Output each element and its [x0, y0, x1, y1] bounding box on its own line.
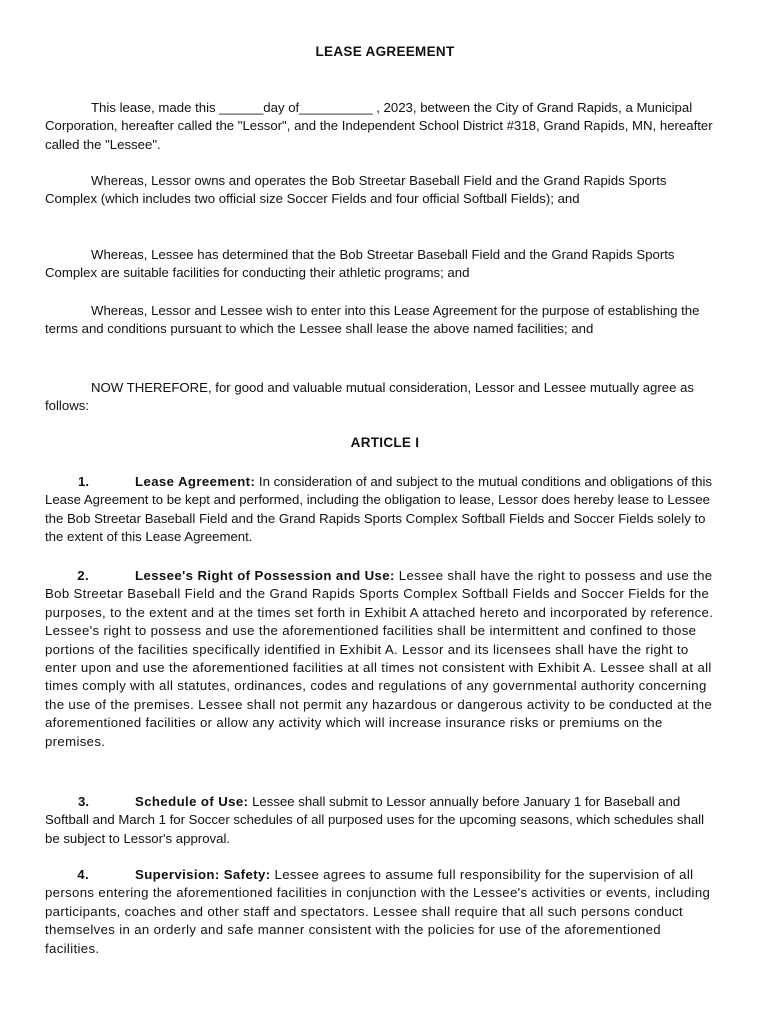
section-4	[45, 866, 717, 958]
whereas-paragraph-1	[45, 172, 717, 209]
whereas-text-2: Whereas, Lessee has determined that the Bob Streetar Baseball Field and the Grand Rapids Sports Complex are suitable facilities for conducting their athletic programs; and	[45, 247, 675, 281]
whereas-paragraph-2	[45, 246, 717, 283]
section-3-text: Lessee shall submit to Lessor annually before January 1 for Baseball and Softball and March 1 for Soccer schedules of all purposed uses for the upcoming seasons, which schedules shall be subject to Lessor's approval.	[45, 794, 705, 846]
section-1-number: 1.	[78, 474, 89, 489]
section-2-heading: Lessee's Right of Possession and Use:	[135, 568, 395, 583]
section-2-text: Lessee shall have the right to possess and use the Bob Streetar Baseball Field and the Grand Rapids Sports Complex Softball Fields and Soccer Fields for the purposes, to the extent and at the times set forth in Exhibit A attached hereto and incorporated by reference. Lessee's right to possess and use the aforementioned facilities shall be intermittent and confined to those portions of the facilities specifically identified in Exhibit A. Lessor and its licensees shall have the right to enter upon and use the aforementioned facilities at all times not consistent with Exhibit A. Lessee shall at all times comply with all statutes, ordinances, codes and regulations of any governmental authority concerning the use of the premises. Lessee shall not permit any hazardous or dangerous activity to be conducted at the aforementioned facilities or allow any activity which will increase insurance risks or premiums on the premises.	[45, 568, 714, 749]
section-2-number: 2.	[77, 568, 89, 583]
section-3-heading: Schedule of Use:	[135, 794, 249, 809]
whereas-paragraph-3	[45, 302, 717, 339]
section-4-text: Lessee agrees to assume full responsibility for the supervision of all persons entering the aforementioned facilities in conjunction with the Lessee's activities or events, including participants, coaches and other staff and spectators. Lessee shall require that all such persons conduct themselves in an orderly and safe manner consistent with the policies for use of the aforementioned facilities.	[45, 867, 711, 956]
section-4-heading: Supervision: Safety:	[135, 867, 271, 882]
intro-paragraph	[45, 99, 717, 154]
section-3	[45, 793, 717, 848]
section-1-heading: Lease Agreement:	[135, 474, 256, 489]
section-1	[45, 473, 717, 547]
document-title: LEASE AGREEMENT	[315, 44, 455, 59]
whereas-text-3: Whereas, Lessor and Lessee wish to enter into this Lease Agreement for the purpose of establishing the terms and conditions pursuant to which the Lessee shall lease the above named facilities; and	[45, 303, 700, 337]
article-heading: ARTICLE I	[350, 435, 420, 450]
section-4-number: 4.	[77, 867, 89, 882]
section-2	[45, 567, 717, 751]
now-therefore-paragraph	[45, 379, 717, 416]
intro-text: This lease, made this ______day of__________ , 2023, between the City of Grand Rapids, a Municipal Corporation, hereafter called the "Lessor", and the Independent School District #318, Grand Rapids, MN, hereafter called the "Lessee".	[45, 100, 713, 152]
now-therefore-text: NOW THEREFORE, for good and valuable mutual consideration, Lessor and Lessee mutually agree as follows:	[45, 380, 695, 414]
section-3-number: 3.	[78, 794, 89, 809]
section-1-text: In consideration of and subject to the mutual conditions and obligations of this Lease Agreement to be kept and performed, including the obligation to lease, Lessor does hereby lease to Lessee the Bob Streetar Baseball Field and the Grand Rapids Sports Complex Softball Fields and Soccer Fields solely to the extent of this Lease Agreement.	[45, 474, 712, 545]
whereas-text-1: Whereas, Lessor owns and operates the Bob Streetar Baseball Field and the Grand Rapids Sports Complex (which includes two official size Soccer Fields and four official Softball Fields); and	[45, 173, 667, 207]
